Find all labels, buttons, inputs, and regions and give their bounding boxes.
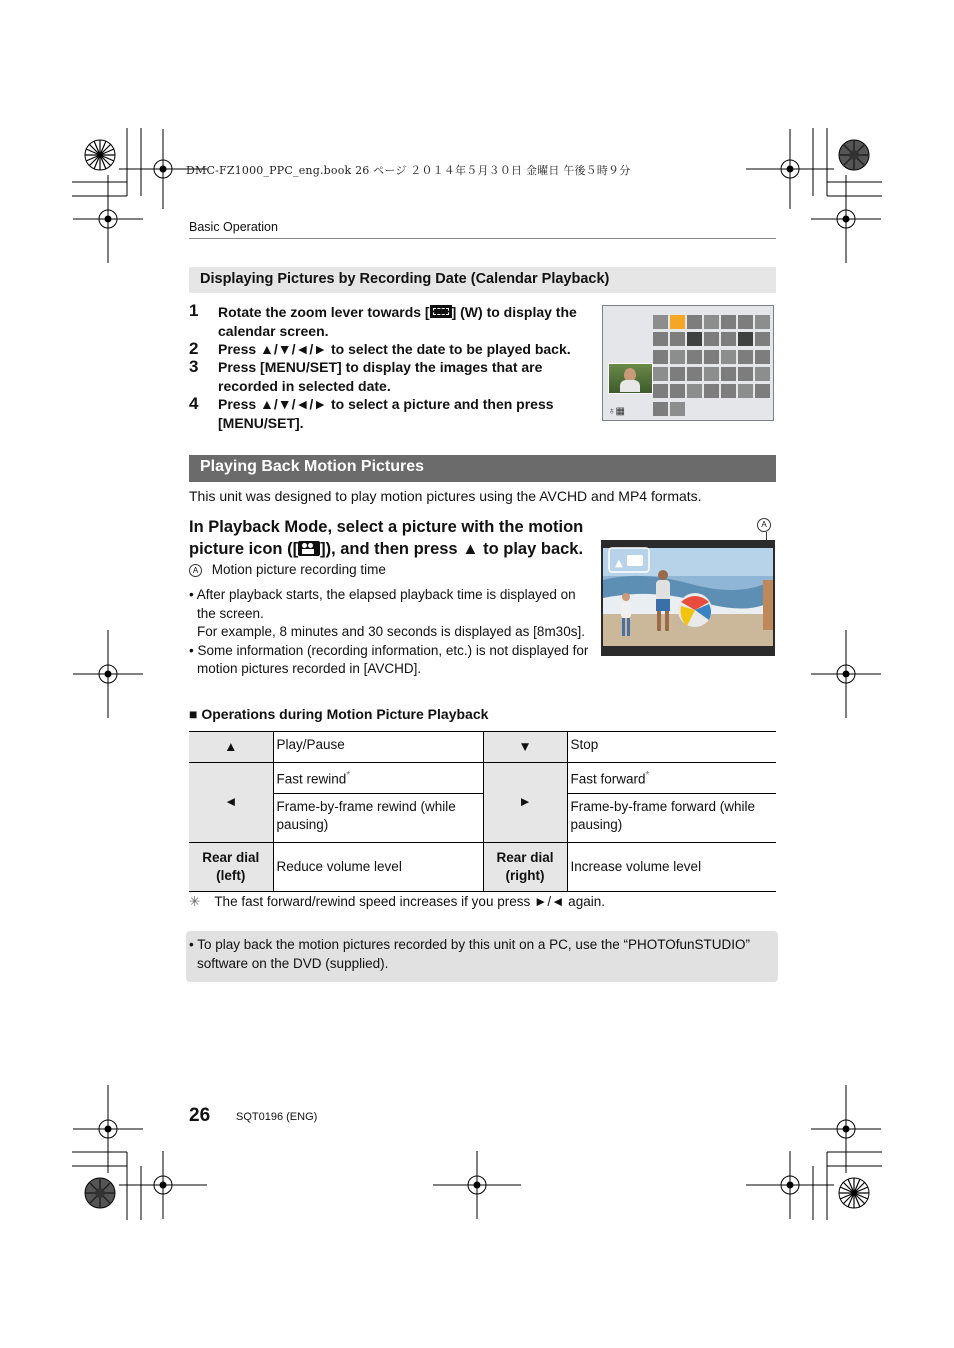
print-header: DMC-FZ1000_PPC_eng.book 26 ページ ２０１４年５月３０日 金曜日 午後５時９分 xyxy=(186,164,631,177)
left-key: ◄ xyxy=(189,763,273,843)
motion-section-bar xyxy=(189,455,776,482)
calendar-day-cell xyxy=(670,315,685,329)
callout-letter-a: A xyxy=(757,518,771,532)
calendar-day-cell xyxy=(653,367,668,381)
ops-heading: ■ Operations during Motion Picture Playback xyxy=(189,706,489,722)
step-number: 3 xyxy=(189,357,199,376)
calendar-day-cell xyxy=(653,315,668,329)
calendar-day-cell xyxy=(704,315,719,329)
step-number: 4 xyxy=(189,394,199,413)
footnote: ✳ The fast forward/rewind speed increases if you press ►/◄ again. xyxy=(189,894,605,909)
calendar-day-cell xyxy=(670,367,685,381)
tip-box xyxy=(186,931,778,982)
calendar-day-cell xyxy=(738,367,753,381)
bullet-item: • Some information (recording information, etc.) is not displayed for motion pictures recorded in [AVCHD]. xyxy=(189,642,589,676)
calendar-day-cell xyxy=(653,350,668,364)
motion-heading: In Playback Mode, select a picture with the motion picture icon ([ ]), and then press ▲ to play back. xyxy=(189,518,584,558)
thumbnail-image xyxy=(608,363,653,394)
calendar-day-cell xyxy=(755,384,770,398)
right-action: Fast forward* xyxy=(567,763,776,794)
calendar-day-cell xyxy=(721,315,736,329)
operations-table xyxy=(189,731,776,892)
starburst-icon xyxy=(837,1176,871,1210)
calendar-day-cell xyxy=(704,350,719,364)
table-row xyxy=(189,793,776,842)
calendar-day-cell xyxy=(721,332,736,346)
header-rule xyxy=(189,238,776,239)
calendar-day-cell xyxy=(704,384,719,398)
calendar-day-cell xyxy=(738,332,753,346)
motion-bullets xyxy=(189,586,589,679)
motion-intro: This unit was designed to play motion pictures using the AVCHD and MP4 formats. xyxy=(189,488,702,504)
calendar-day-cell xyxy=(721,367,736,381)
step-text: Press ▲/▼/◄/► to select a picture and then press [MENU/SET]. xyxy=(218,396,554,431)
up-action: Play/Pause xyxy=(273,732,483,763)
page-number: 26 xyxy=(189,1105,211,1126)
left-frame-action: Frame-by-frame rewind (while pausing) xyxy=(273,793,483,842)
calendar-day-cell xyxy=(687,350,702,364)
calendar-day-cell xyxy=(670,384,685,398)
bullet-continuation: For example, 8 minutes and 30 seconds is displayed as [8m30s]. xyxy=(197,624,585,639)
rear-dial-left-action: Reduce volume level xyxy=(273,842,483,891)
calendar-day-cell xyxy=(687,315,702,329)
svg-text:▲: ▲ xyxy=(615,558,623,569)
rear-dial-left-key: Rear dial (left) xyxy=(189,842,273,891)
bullet-item: • After playback starts, the elapsed playback time is displayed on the screen. xyxy=(189,587,576,621)
motion-picture-illustration xyxy=(601,540,775,656)
step-text: Press ▲/▼/◄/► to select the date to be played back. xyxy=(218,341,571,357)
calendar-day-cell xyxy=(670,332,685,346)
rear-dial-right-key: Rear dial (right) xyxy=(483,842,567,891)
calendar-section-title: Displaying Pictures by Recording Date (Calendar Playback) xyxy=(200,271,610,287)
step-number: 2 xyxy=(189,339,199,358)
calendar-day-cell xyxy=(704,332,719,346)
callout-letter-a: A xyxy=(189,564,202,577)
calendar-day-cell xyxy=(721,350,736,364)
step-number: 1 xyxy=(189,301,199,320)
playback-mode-icon: ♁▦ xyxy=(608,406,625,417)
step-text: Press [MENU/SET] to display the images that are recorded in selected date. xyxy=(218,359,543,394)
model-code: SQT0196 (ENG) xyxy=(236,1111,318,1123)
calendar-day-cell xyxy=(687,332,702,346)
calendar-day-cell xyxy=(738,350,753,364)
calendar-day-cell xyxy=(653,384,668,398)
calendar-day-cell xyxy=(755,332,770,346)
callout-label: A Motion picture recording time xyxy=(189,561,386,580)
calendar-day-cell xyxy=(670,350,685,364)
step-text: Rotate the zoom lever towards [ ] (W) to display the calendar screen. xyxy=(218,304,577,339)
calendar-grid-icon xyxy=(430,305,452,318)
calendar-day-cell xyxy=(704,367,719,381)
calendar-day-cell xyxy=(653,332,668,346)
calendar-day-cell xyxy=(755,367,770,381)
up-key: ▲ xyxy=(189,732,273,763)
calendar-day-cell xyxy=(687,367,702,381)
motion-section-title: Playing Back Motion Pictures xyxy=(200,458,425,475)
starburst-dark-icon xyxy=(837,138,871,172)
table-row xyxy=(189,842,776,891)
calendar-day-cell xyxy=(738,315,753,329)
section-header: Basic Operation xyxy=(189,220,278,234)
calendar-section-bar xyxy=(189,267,776,293)
down-action: Stop xyxy=(567,732,776,763)
right-key: ► xyxy=(483,763,567,843)
left-action: Fast rewind* xyxy=(273,763,483,794)
motion-picture-icon xyxy=(298,541,320,556)
beach-photo-image xyxy=(601,540,775,656)
calendar-day-cell xyxy=(687,384,702,398)
calendar-day-cell xyxy=(653,402,668,416)
calendar-day-cell xyxy=(738,384,753,398)
calendar-day-cell xyxy=(755,315,770,329)
down-key: ▼ xyxy=(483,732,567,763)
table-row xyxy=(189,763,776,794)
starburst-dark-icon xyxy=(83,1176,117,1210)
calendar-day-cell xyxy=(755,350,770,364)
table-row xyxy=(189,732,776,763)
calendar-day-cell xyxy=(721,384,736,398)
calendar-day-cell xyxy=(670,402,685,416)
starburst-icon xyxy=(83,138,117,172)
tip-text: • To play back the motion pictures recorded by this unit on a PC, use the “PHOTOfunSTUDIO” software on the DVD (supplied). xyxy=(189,937,750,971)
right-frame-action: Frame-by-frame forward (while pausing) xyxy=(567,793,776,842)
rear-dial-right-action: Increase volume level xyxy=(567,842,776,891)
calendar-screen-illustration xyxy=(602,305,774,421)
